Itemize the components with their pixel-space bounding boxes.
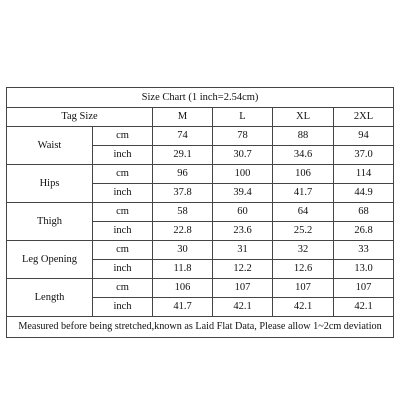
size-header-2xl: 2XL: [334, 108, 394, 127]
value-cell-leg-opening-cm-m: 30: [153, 241, 213, 260]
unit-label-inch: inch: [93, 146, 153, 165]
unit-label-inch: inch: [93, 260, 153, 279]
value-cell-length-cm-l: 107: [213, 279, 273, 298]
value-cell-hips-cm-2xl: 114: [334, 165, 394, 184]
value-cell-thigh-inch-m: 22.8: [153, 222, 213, 241]
value-cell-length-inch-m: 41.7: [153, 298, 213, 317]
unit-label-cm: cm: [93, 241, 153, 260]
value-cell-leg-opening-inch-m: 11.8: [153, 260, 213, 279]
value-cell-waist-inch-2xl: 37.0: [334, 146, 394, 165]
value-cell-waist-cm-m: 74: [153, 127, 213, 146]
value-cell-thigh-cm-xl: 64: [273, 203, 334, 222]
value-cell-waist-cm-l: 78: [213, 127, 273, 146]
value-cell-waist-inch-l: 30.7: [213, 146, 273, 165]
value-cell-hips-inch-xl: 41.7: [273, 184, 334, 203]
unit-label-cm: cm: [93, 127, 153, 146]
value-cell-thigh-inch-2xl: 26.8: [334, 222, 394, 241]
value-cell-length-inch-l: 42.1: [213, 298, 273, 317]
table-row: [7, 127, 394, 146]
chart-title: Size Chart (1 inch=2.54cm): [7, 88, 394, 108]
table-row: [7, 203, 394, 222]
value-cell-thigh-cm-l: 60: [213, 203, 273, 222]
note-row: [7, 317, 394, 338]
table-row: [7, 279, 394, 298]
unit-label-inch: inch: [93, 222, 153, 241]
note-section: [7, 317, 394, 338]
value-cell-waist-cm-xl: 88: [273, 127, 334, 146]
value-cell-hips-inch-2xl: 44.9: [334, 184, 394, 203]
value-cell-waist-cm-2xl: 94: [334, 127, 394, 146]
tag-size-header: Tag Size: [7, 108, 153, 127]
table-row: [7, 241, 394, 260]
deviation-note: Measured before being stretched,known as Laid Flat Data, Please allow 1~2cm deviation: [7, 317, 394, 338]
unit-label-cm: cm: [93, 279, 153, 298]
value-cell-leg-opening-cm-xl: 32: [273, 241, 334, 260]
measure-label-leg-opening: Leg Opening: [7, 241, 93, 279]
value-cell-waist-inch-xl: 34.6: [273, 146, 334, 165]
value-cell-leg-opening-cm-l: 31: [213, 241, 273, 260]
measure-label-thigh: Thigh: [7, 203, 93, 241]
value-cell-thigh-inch-xl: 25.2: [273, 222, 334, 241]
size-chart-container: [6, 87, 393, 338]
size-header-m: M: [153, 108, 213, 127]
value-cell-waist-inch-m: 29.1: [153, 146, 213, 165]
value-cell-hips-inch-m: 37.8: [153, 184, 213, 203]
value-cell-length-cm-m: 106: [153, 279, 213, 298]
value-cell-length-inch-xl: 42.1: [273, 298, 334, 317]
measure-label-waist: Waist: [7, 127, 93, 165]
value-cell-hips-cm-xl: 106: [273, 165, 334, 184]
table-row: [7, 165, 394, 184]
value-cell-hips-cm-m: 96: [153, 165, 213, 184]
value-cell-length-cm-xl: 107: [273, 279, 334, 298]
value-cell-leg-opening-cm-2xl: 33: [334, 241, 394, 260]
unit-label-inch: inch: [93, 298, 153, 317]
value-cell-leg-opening-inch-xl: 12.6: [273, 260, 334, 279]
unit-label-cm: cm: [93, 203, 153, 222]
size-header-xl: XL: [273, 108, 334, 127]
value-cell-thigh-cm-m: 58: [153, 203, 213, 222]
measurement-rows: [7, 127, 394, 317]
unit-label-cm: cm: [93, 165, 153, 184]
value-cell-leg-opening-inch-l: 12.2: [213, 260, 273, 279]
header-row: [7, 108, 394, 127]
measure-label-hips: Hips: [7, 165, 93, 203]
value-cell-leg-opening-inch-2xl: 13.0: [334, 260, 394, 279]
value-cell-hips-cm-l: 100: [213, 165, 273, 184]
measure-label-length: Length: [7, 279, 93, 317]
value-cell-hips-inch-l: 39.4: [213, 184, 273, 203]
value-cell-length-cm-2xl: 107: [334, 279, 394, 298]
value-cell-thigh-cm-2xl: 68: [334, 203, 394, 222]
value-cell-thigh-inch-l: 23.6: [213, 222, 273, 241]
unit-label-inch: inch: [93, 184, 153, 203]
size-chart-table: [6, 87, 394, 338]
size-chart-body: [7, 88, 394, 127]
size-header-l: L: [213, 108, 273, 127]
title-row: [7, 88, 394, 108]
value-cell-length-inch-2xl: 42.1: [334, 298, 394, 317]
